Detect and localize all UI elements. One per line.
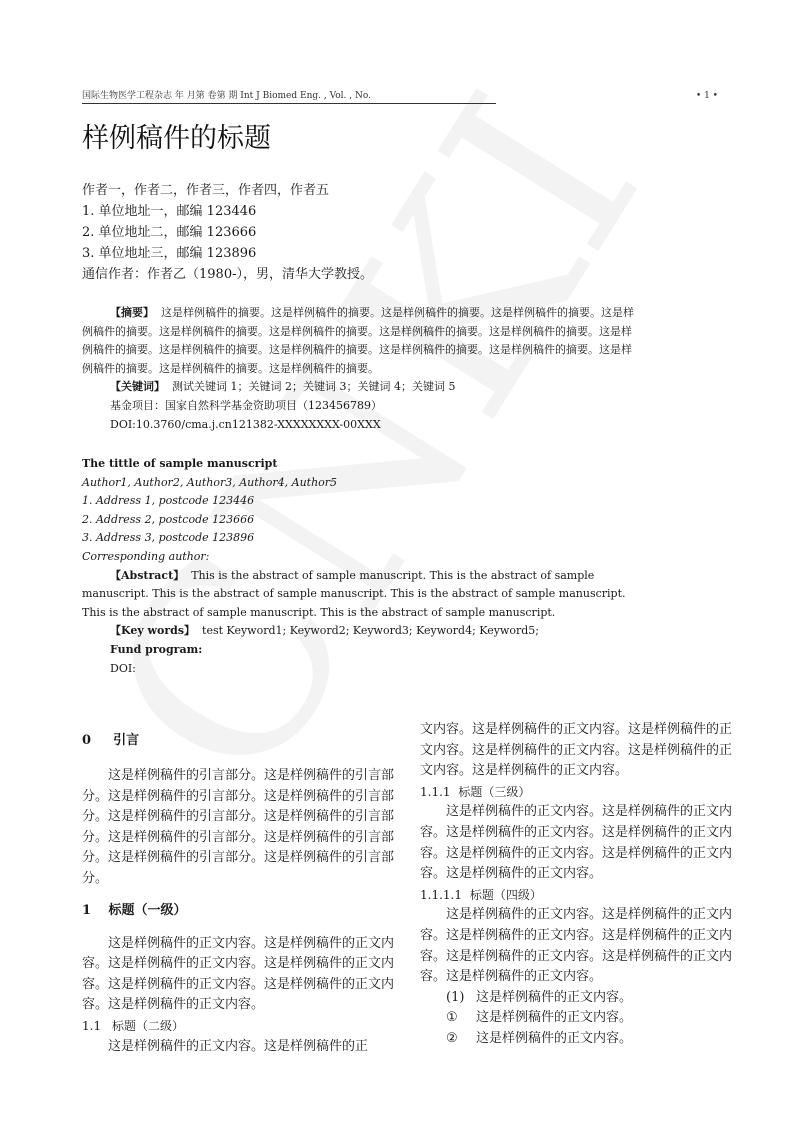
section-heading-1-1 (82, 1016, 394, 1037)
abstract-en-text: This is the abstract of sample manuscript. This is the abstract of sample manuscript. This is the abstract of sample manuscript. This is the abstract of sample manuscript. This is the abstract of sample manuscript. This is the abstract of sample manuscript. (82, 568, 626, 619)
abstract-cn-text: 这是样例稿件的摘要。这是样例稿件的摘要。这是样例稿件的摘要。这是样例稿件的摘要。这是样例稿件的摘要。这是样例稿件的摘要。这是样例稿件的摘要。这是样例稿件的摘要。这是样例稿件的摘要。这是样例稿件的摘要。这是样例稿件的摘要。这是样例稿件的摘要。这是样例稿件的摘要。这是样例稿件的摘要。这是样例稿件的摘要。这是样例稿件的摘要。这是样例稿件的摘要。 (82, 306, 634, 375)
section-heading-1-1-1 (420, 782, 732, 803)
body-column-right (420, 720, 732, 1050)
fund-cn-line: 基金项目：国家自然科学基金资助项目（123456789） (110, 398, 382, 412)
section-1-1-paragraph-start: 这是样例稿件的正文内容。这是样例稿件的正 (108, 1038, 369, 1054)
page-number: • 1 • (695, 91, 718, 101)
intro-paragraph: 这是样例稿件的引言部分。这是样例稿件的引言部分。这是样例稿件的引言部分。这是样例稿件的引言部分。这是样例稿件的引言部分。这是样例稿件的引言部分。这是样例稿件的引言部分。这是样例稿件的引言部分。这是样例稿件的引言部分。这是样例稿件的引言部分。 (82, 768, 395, 886)
english-corresponding: Corresponding author: (82, 549, 210, 563)
english-title: The tittle of sample manuscript (82, 457, 278, 470)
author-names: 作者一，作者二，作者三，作者四，作者五 (82, 183, 330, 198)
keywords-cn-text: 测试关键词 1；关键词 2；关键词 3；关键词 4；关键词 5 (172, 380, 456, 394)
doi-en-label: DOI: (110, 661, 136, 675)
section-title-1-1-1: 标题（三级） (458, 784, 531, 799)
chinese-abstract (82, 304, 642, 434)
keywords-cn-line (82, 378, 642, 397)
abstract-cn-paragraph (82, 304, 642, 378)
body-column-left (82, 728, 394, 1057)
section-1-1-paragraph-continued: 文内容。这是样例稿件的正文内容。这是样例稿件的正文内容。这是样例稿件的正文内容。这是样例稿件的正文内容。这是样例稿件的正文内容。 (420, 722, 733, 779)
list-item (420, 988, 732, 1009)
authors-block (82, 180, 373, 285)
paper-title: 样例稿件的标题 (82, 123, 271, 154)
english-affiliation-1: 1. Address 1, postcode 123446 (82, 494, 255, 508)
list-item-text: 这是样例稿件的正文内容。 (476, 1030, 633, 1046)
list-marker: ① (446, 1010, 458, 1026)
section-title-1-1-1-1: 标题（四级） (469, 887, 542, 902)
list-marker: (1) (446, 989, 465, 1005)
section-number-1-1-1: 1.1.1 (420, 784, 451, 799)
keywords-en-label: 【Key words】 (110, 624, 196, 638)
section-heading-1 (82, 900, 394, 922)
corresponding-author: 通信作者：作者乙（1980-），男，清华大学教授。 (82, 267, 373, 282)
section-number-0: 0 (82, 733, 92, 748)
keywords-cn-label: 【关键词】 (110, 380, 165, 394)
english-affiliation-3: 3. Address 3, postcode 123896 (82, 531, 255, 545)
keywords-en-line (82, 622, 646, 641)
section-number-1-1-1-1: 1.1.1.1 (420, 887, 462, 902)
english-abstract (82, 455, 646, 678)
section-1-paragraph: 这是样例稿件的正文内容。这是样例稿件的正文内容。这是样例稿件的正文内容。这是样例稿件的正文内容。这是样例稿件的正文内容。这是样例稿件的正文内容。这是样例稿件的正文内容。 (82, 935, 395, 1013)
section-heading-0 (82, 730, 394, 752)
list-item-text: 这是样例稿件的正文内容。 (476, 1010, 633, 1026)
english-affiliation-2: 2. Address 2, postcode 123666 (82, 512, 255, 526)
english-authors: Author1, Author2, Author3, Author4, Author5 (82, 475, 338, 489)
abstract-en-label: 【Abstract】 (110, 568, 185, 582)
running-head: 国际生物医学工程杂志 年 月第 卷第 期 Int J Biomed Eng. , Vol. , No. (82, 90, 496, 104)
list-item (420, 1008, 732, 1029)
affiliation-2: 2. 单位地址二，邮编 123666 (82, 225, 257, 240)
section-title-1-1: 标题（二级） (112, 1018, 185, 1033)
list-marker: ② (446, 1030, 458, 1046)
abstract-cn-label: 【摘要】 (110, 306, 154, 319)
section-title-1: 标题（一级） (108, 902, 187, 918)
section-heading-1-1-1-1 (420, 885, 732, 906)
affiliation-3: 3. 单位地址三，邮编 123896 (82, 246, 257, 261)
section-title-0: 引言 (113, 733, 140, 748)
list-item (420, 1029, 732, 1050)
doi-line: DOI:10.3760/cma.j.cn121382-XXXXXXXX-00XXX (110, 417, 381, 431)
fund-en-label: Fund program: (110, 642, 203, 656)
english-abstract-paragraph (82, 567, 646, 623)
watermark-text (52, 46, 700, 833)
list-item-text: 这是样例稿件的正文内容。 (476, 989, 633, 1005)
section-number-1: 1 (82, 902, 92, 918)
section-number-1-1: 1.1 (82, 1018, 102, 1033)
section-1-1-1-paragraph: 这是样例稿件的正文内容。这是样例稿件的正文内容。这是样例稿件的正文内容。这是样例稿件的正文内容。这是样例稿件的正文内容。这是样例稿件的正文内容。这是样例稿件的正文内容。 (420, 804, 733, 882)
keywords-en-text: test Keyword1; Keyword2; Keyword3; Keyword4; Keyword5; (202, 624, 539, 638)
section-1-1-1-1-paragraph: 这是样例稿件的正文内容。这是样例稿件的正文内容。这是样例稿件的正文内容。这是样例稿件的正文内容。这是样例稿件的正文内容。这是样例稿件的正文内容。这是样例稿件的正文内容。 (420, 907, 733, 985)
affiliation-1: 1. 单位地址一，邮编 123446 (82, 204, 257, 219)
